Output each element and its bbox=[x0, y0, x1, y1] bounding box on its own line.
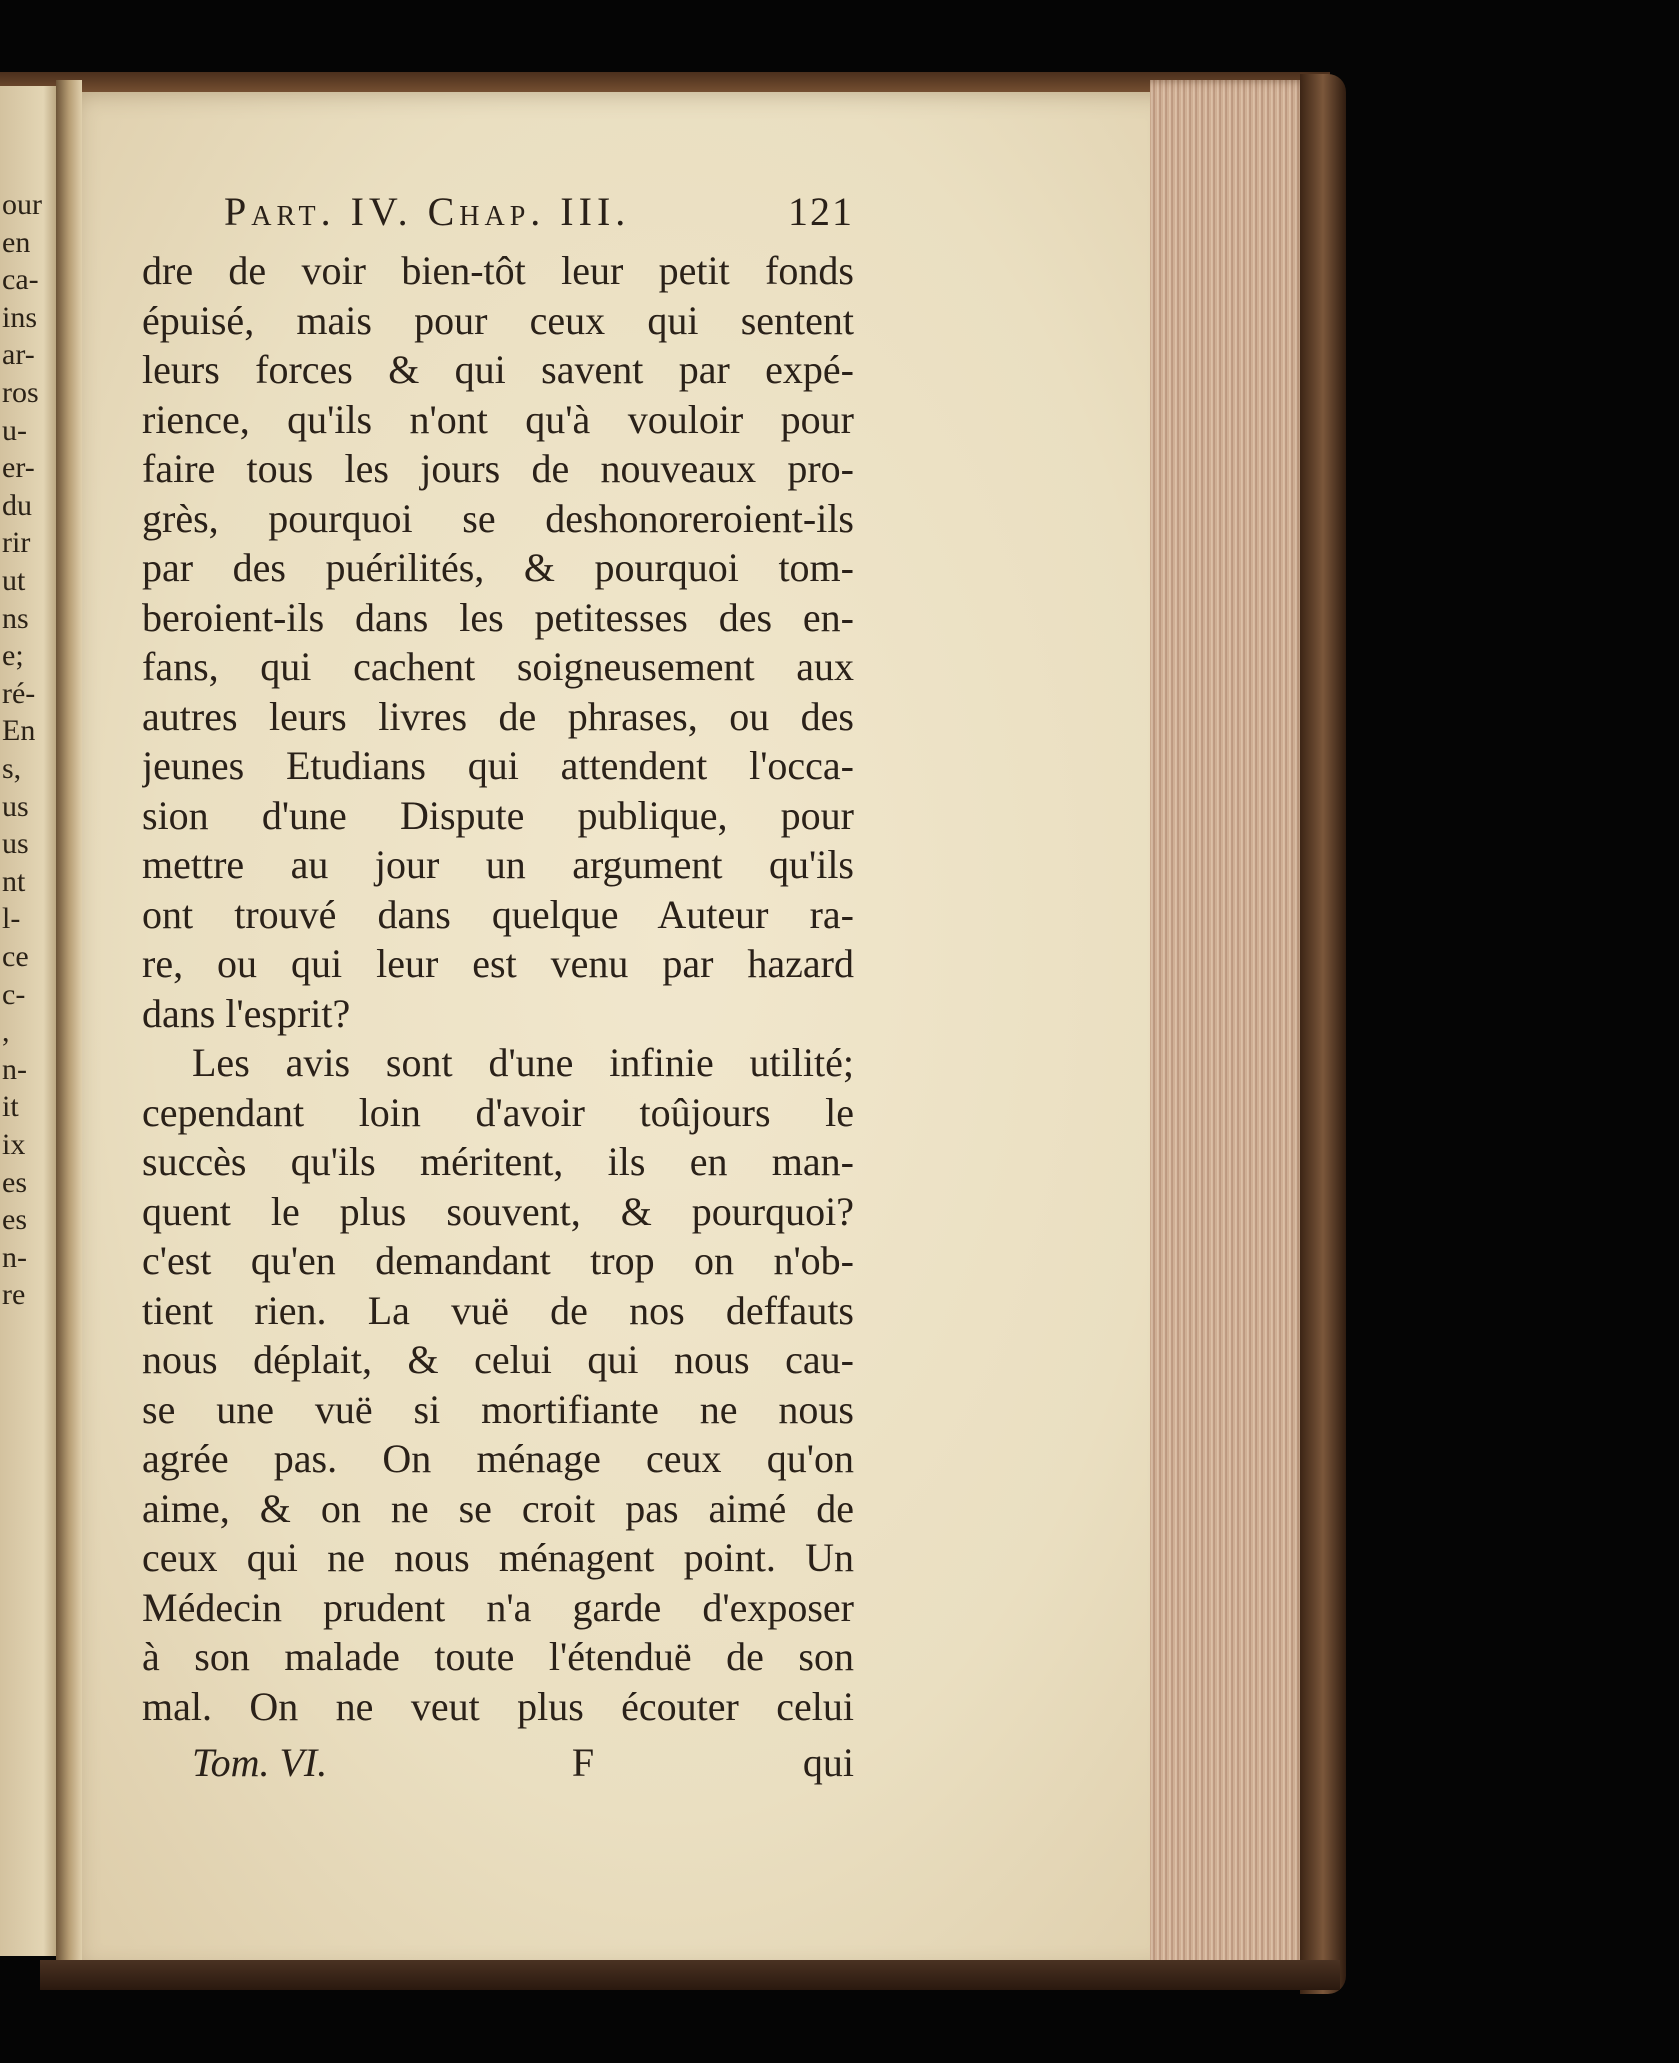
text-line: à son malade toute l'étenduë de son bbox=[142, 1634, 854, 1679]
left-page-fragment: es bbox=[2, 1165, 27, 1199]
text-line: quent le plus souvent, & pourquoi? bbox=[142, 1188, 854, 1234]
text-line: tient rien. La vuë de nos deffauts bbox=[142, 1287, 854, 1333]
text-line: épuisé, mais pour ceux qui sentent bbox=[142, 297, 854, 343]
text-line: succès qu'ils méritent, ils en man- bbox=[142, 1139, 854, 1184]
left-page-fragment: ut bbox=[2, 564, 26, 597]
text-line: Médecin prudent n'a garde d'exposer bbox=[142, 1584, 854, 1630]
left-page-fragment: en bbox=[2, 225, 31, 259]
text-line: c'est qu'en demandant trop on n'ob- bbox=[142, 1238, 854, 1283]
running-head bbox=[142, 188, 854, 246]
text-line: rience, qu'ils n'ont qu'à vouloir pour bbox=[142, 396, 854, 442]
left-page-edge bbox=[0, 86, 62, 1956]
left-page-fragment: ar- bbox=[2, 338, 35, 372]
text-line: Les avis sont d'une infinie utilité; bbox=[192, 1040, 854, 1085]
left-page-fragment: rir bbox=[2, 526, 31, 560]
text-line: fans, qui cachent soigneusement aux bbox=[142, 644, 854, 689]
left-page-fragment: us bbox=[2, 827, 29, 861]
text-line: leurs forces & qui savent par expé- bbox=[142, 347, 854, 392]
text-line: ont trouvé dans quelque Auteur ra- bbox=[142, 891, 854, 937]
book-cover-bottom-edge bbox=[40, 1960, 1340, 1990]
text-line: cependant loin d'avoir toûjours le bbox=[142, 1089, 854, 1135]
left-page-fragment: n- bbox=[2, 1052, 27, 1086]
left-page-fragment: e; bbox=[2, 639, 24, 673]
text-line: re, ou qui leur est venu par hazard bbox=[142, 941, 854, 986]
left-page-fragment: n- bbox=[2, 1240, 27, 1274]
left-page-fragment: ix bbox=[2, 1128, 26, 1161]
left-page-fragment: En bbox=[2, 714, 36, 748]
text-line: beroient-ils dans les petitesses des en- bbox=[142, 594, 854, 640]
left-page-fragment: l- bbox=[2, 902, 21, 936]
text-line: se une vuë si mortifiante ne nous bbox=[142, 1386, 854, 1432]
left-page-fragment: ce bbox=[2, 940, 29, 973]
page-text-block bbox=[142, 188, 854, 1786]
page-number: 121 bbox=[788, 189, 854, 234]
text-line: dre de voir bien-tôt leur petit fonds bbox=[142, 248, 854, 293]
left-page-fragment: re bbox=[2, 1278, 26, 1312]
left-page-fragment: it bbox=[2, 1090, 19, 1124]
volume-mark: Tom. VI. bbox=[192, 1740, 328, 1785]
left-page-fragment: ca- bbox=[2, 263, 39, 297]
text-line: agrée pas. On ménage ceux qu'on bbox=[142, 1436, 854, 1481]
signature-mark: F bbox=[571, 1740, 595, 1785]
text-line: jeunes Etudians qui attendent l'occa- bbox=[142, 743, 854, 788]
text-line: aime, & on ne se croit pas aimé de bbox=[142, 1485, 854, 1531]
left-page-fragment: u- bbox=[2, 413, 27, 447]
left-page-fragment: ros bbox=[2, 376, 39, 409]
text-line: ceux qui ne nous ménagent point. Un bbox=[142, 1535, 854, 1580]
left-page-fragment: ins bbox=[2, 300, 38, 334]
text-line: autres leurs livres de phrases, ou des bbox=[142, 693, 854, 739]
catchword: qui bbox=[802, 1740, 854, 1785]
left-page-fragment: es bbox=[2, 1203, 27, 1237]
page-gutter bbox=[56, 80, 82, 1960]
left-page-fragment: , bbox=[2, 1015, 10, 1049]
text-line: dans l'esprit? bbox=[142, 990, 351, 1036]
text-line: mettre au jour un argument qu'ils bbox=[142, 842, 854, 887]
text-line: nous déplait, & celui qui nous cau- bbox=[142, 1337, 854, 1382]
left-page-fragment: er- bbox=[2, 451, 35, 485]
running-head-title: Part. IV. Chap. III. bbox=[224, 189, 631, 234]
left-page-fragment: ré- bbox=[2, 676, 36, 710]
text-line: par des puérilités, & pourquoi tom- bbox=[142, 545, 854, 590]
left-page-fragment: ns bbox=[2, 601, 29, 635]
left-page-fragment: du bbox=[2, 488, 32, 522]
text-line: sion d'une Dispute publique, pour bbox=[142, 792, 854, 838]
body-text bbox=[142, 246, 854, 1731]
text-line: faire tous les jours de nouveaux pro- bbox=[142, 446, 854, 491]
page-fore-edge bbox=[1150, 80, 1310, 1975]
left-page-fragment: nt bbox=[2, 864, 26, 898]
text-line: mal. On ne veut plus écouter celui bbox=[142, 1683, 854, 1729]
left-page-fragment: us bbox=[2, 789, 29, 823]
book-cover-right-edge bbox=[1300, 74, 1346, 1994]
page-footer bbox=[142, 1739, 854, 1786]
left-page-fragment: our bbox=[2, 188, 42, 221]
left-page-fragment: s, bbox=[2, 752, 22, 785]
text-line: grès, pourquoi se deshonoreroient-ils bbox=[142, 495, 854, 541]
left-page-fragment: c- bbox=[2, 977, 26, 1011]
